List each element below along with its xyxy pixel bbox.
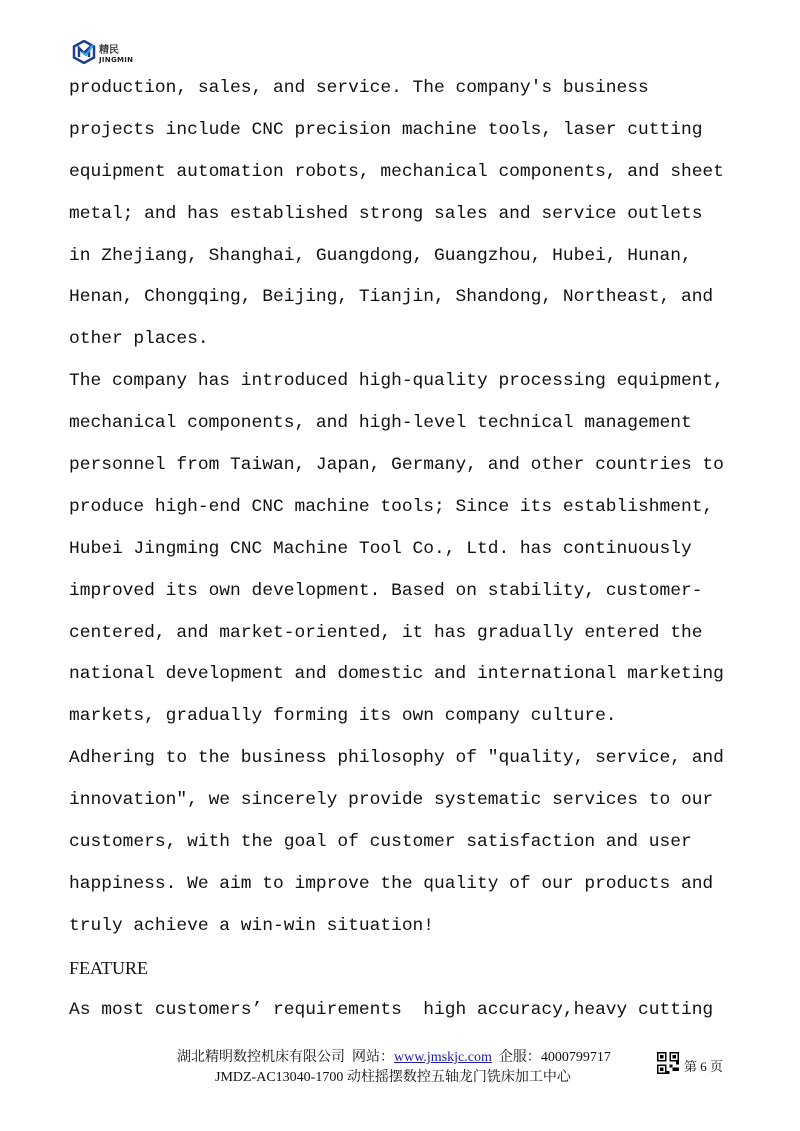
text-line: personnel from Taiwan, Japan, Germany, and other countries to — [69, 455, 724, 476]
company-logo — [72, 40, 133, 64]
text-line: production, sales, and service. The company's business — [69, 78, 649, 98]
footer-phone: 4000799717 — [540, 1050, 611, 1065]
text-line: innovation″, we sincerely provide systematic services to our — [69, 790, 714, 811]
text-line: other places. — [69, 329, 209, 350]
text-line: produce high-end CNC machine tools; Since its establishment, — [69, 496, 714, 517]
text-line: improved its own development. Based on stability, customer- — [69, 580, 703, 601]
text-line: national development and domestic and international marketing — [69, 664, 724, 685]
text-line: As most customers’ requirements high accuracy,heavy cutting — [69, 999, 714, 1020]
footer-model: JMDZ-AC13040-1700 动柱摇摆数控五轴龙门铣床加工中心 — [215, 1070, 571, 1085]
text-line: projects include CNC precision machine tools, laser cutting — [69, 119, 703, 140]
footer-company: 湖北精明数控机床有限公司 — [177, 1050, 345, 1065]
footer-website-label: 网站： — [352, 1050, 394, 1065]
body-text — [69, 68, 724, 1031]
text-line: metal; and has established strong sales and service outlets — [69, 203, 703, 224]
qr-code-icon — [657, 1052, 679, 1074]
text-line: centered, and market-oriented, it has gradually entered the — [69, 622, 703, 643]
text-line: equipment automation robots, mechanical components, and sheet — [69, 161, 724, 182]
text-line: markets, gradually forming its own company culture. — [69, 706, 617, 727]
text-line: happiness. We aim to improve the quality of our products and — [69, 873, 714, 894]
text-line: truly achieve a win-win situation! — [69, 915, 435, 936]
text-line: in Zhejiang, Shanghai, Guangdong, Guangzhou, Hubei, Hunan, — [69, 245, 692, 266]
text-line: Hubei Jingming CNC Machine Tool Co., Ltd. has continuously — [69, 538, 692, 559]
footer-website-link[interactable]: www.jmskjc.com — [394, 1050, 492, 1065]
section-heading: FEATURE — [69, 957, 149, 978]
text-line: Henan, Chongqing, Beijing, Tianjin, Shandong, Northeast, and — [69, 287, 714, 308]
footer-service-label: 企服： — [498, 1050, 541, 1065]
text-line: customers, with the goal of customer satisfaction and user — [69, 832, 692, 853]
text-line: mechanical components, and high-level technical management — [69, 413, 692, 434]
text-line: The company has introduced high-quality processing equipment, — [69, 371, 724, 392]
logo-en-text: JINGMIN — [99, 55, 134, 64]
logo-hexagon-icon — [72, 40, 96, 64]
text-line: Adhering to the business philosophy of ″quality, service, and — [69, 748, 724, 769]
logo-cn-text: 精民 — [99, 44, 119, 56]
page-number: 第 6 页 — [684, 1059, 724, 1074]
